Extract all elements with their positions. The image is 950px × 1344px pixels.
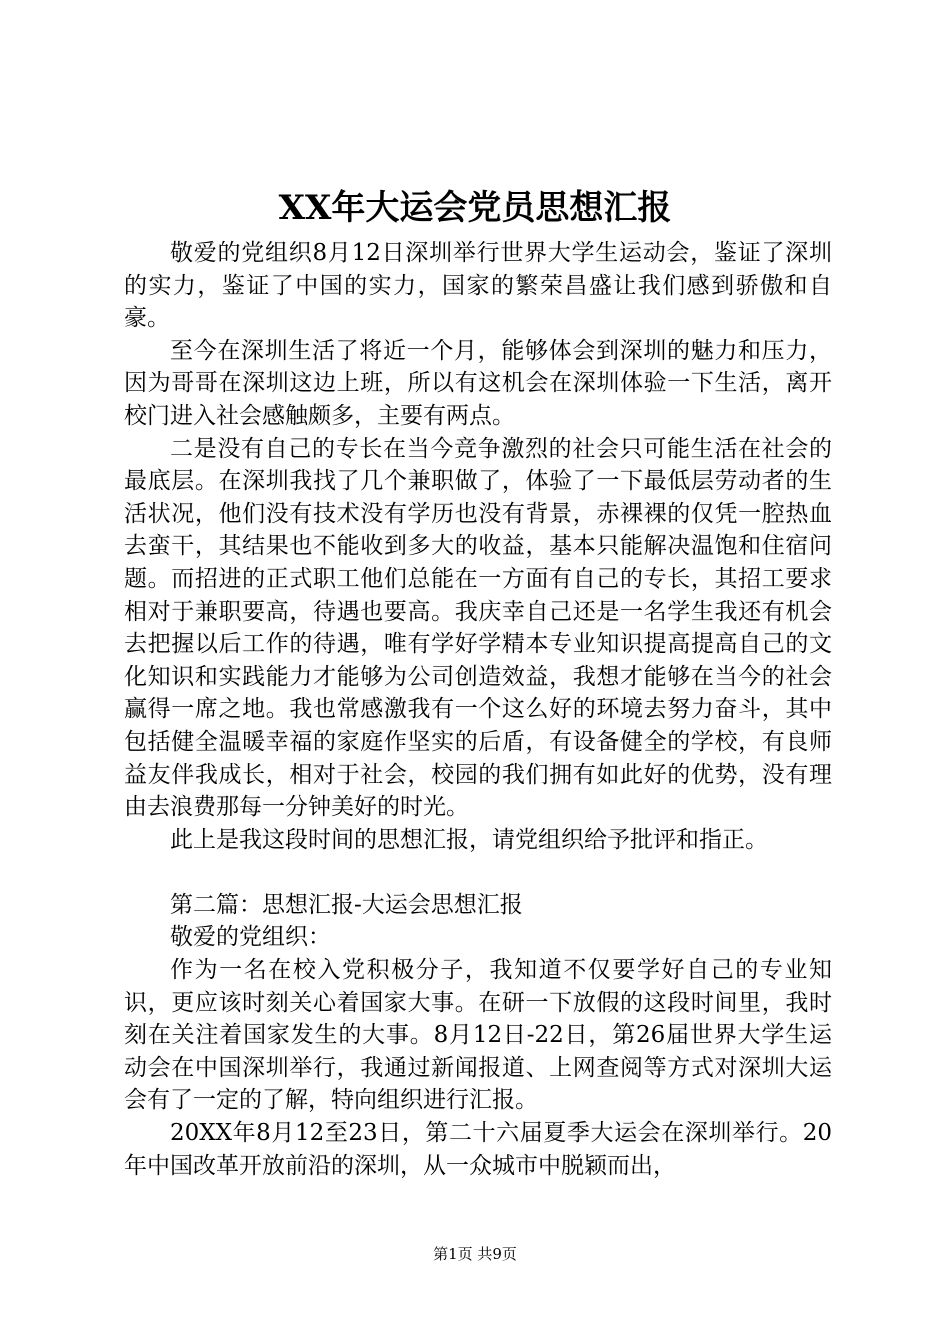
section-2-heading: 第二篇：思想汇报-大运会思想汇报 <box>170 891 523 918</box>
document-body <box>124 237 832 1182</box>
paragraph-5: 作为一名在校入党积极分子，我知道不仅要学好自己的专业知识，更应该时刻关心着国家大事。在研一下放假的这段时间里，我时刻在关注着国家发生的大事。8月12日-22日，第26届世界大学生运动会在中国深圳举行，我通过新闻报道、上网查阅等方式对深圳大运会有了一定的了解，特向组织进行汇报。 <box>124 957 832 1114</box>
paragraph-4: 此上是我这段时间的思想汇报，请党组织给予批评和指正。 <box>170 826 768 853</box>
page-footer: 第1页 共9页 <box>433 1245 517 1263</box>
paragraph-1: 敬爱的党组织8月12日深圳举行世界大学生运动会，鉴证了深圳的实力，鉴证了中国的实力，国家的繁荣昌盛让我们感到骄傲和自豪。 <box>124 240 832 332</box>
salutation: 敬爱的党组织： <box>170 924 331 951</box>
document-title: XX年大运会党员思想汇报 <box>278 188 672 228</box>
paragraph-2: 至今在深圳生活了将近一个月，能够体会到深圳的魅力和压力，因为哥哥在深圳这边上班，所以有这机会在深圳体验一下生活，离开校门进入社会感触颇多，主要有两点。 <box>124 337 832 429</box>
paragraph-3: 二是没有自己的专长在当今竞争激烈的社会只可能生活在社会的最底层。在深圳我找了几个兼职做了，体验了一下最低层劳动者的生活状况，他们没有技术没有学历也没有背景，赤裸裸的仅凭一腔热血去蛮干，其结果也不能收到多大的收益，基本只能解决温饱和住宿问题。而招进的正式职工他们总能在一方面有自己的专长，其招工要求相对于兼职要高，待遇也要高。我庆幸自己还是一名学生我还有机会去把握以后工作的待遇，唯有学好学精本专业知识提高提高自己的文化知识和实践能力才能够为公司创造效益，我想才能够在当今的社会赢得一席之地。我也常感激我有一个这么好的环境去努力奋斗，其中包括健全温暖幸福的家庭作坚实的后盾，有设备健全的学校，有良师益友伴我成长，相对于社会，校园的我们拥有如此好的优势，没有理由去浪费那每一分钟美好的时光。 <box>124 435 832 821</box>
blank-line <box>124 856 832 889</box>
paragraph-6: 20XX年8月12至23日，第二十六届夏季大运会在深圳举行。20年中国改革开放前沿的深圳，从一众城市中脱颖而出， <box>124 1120 832 1179</box>
